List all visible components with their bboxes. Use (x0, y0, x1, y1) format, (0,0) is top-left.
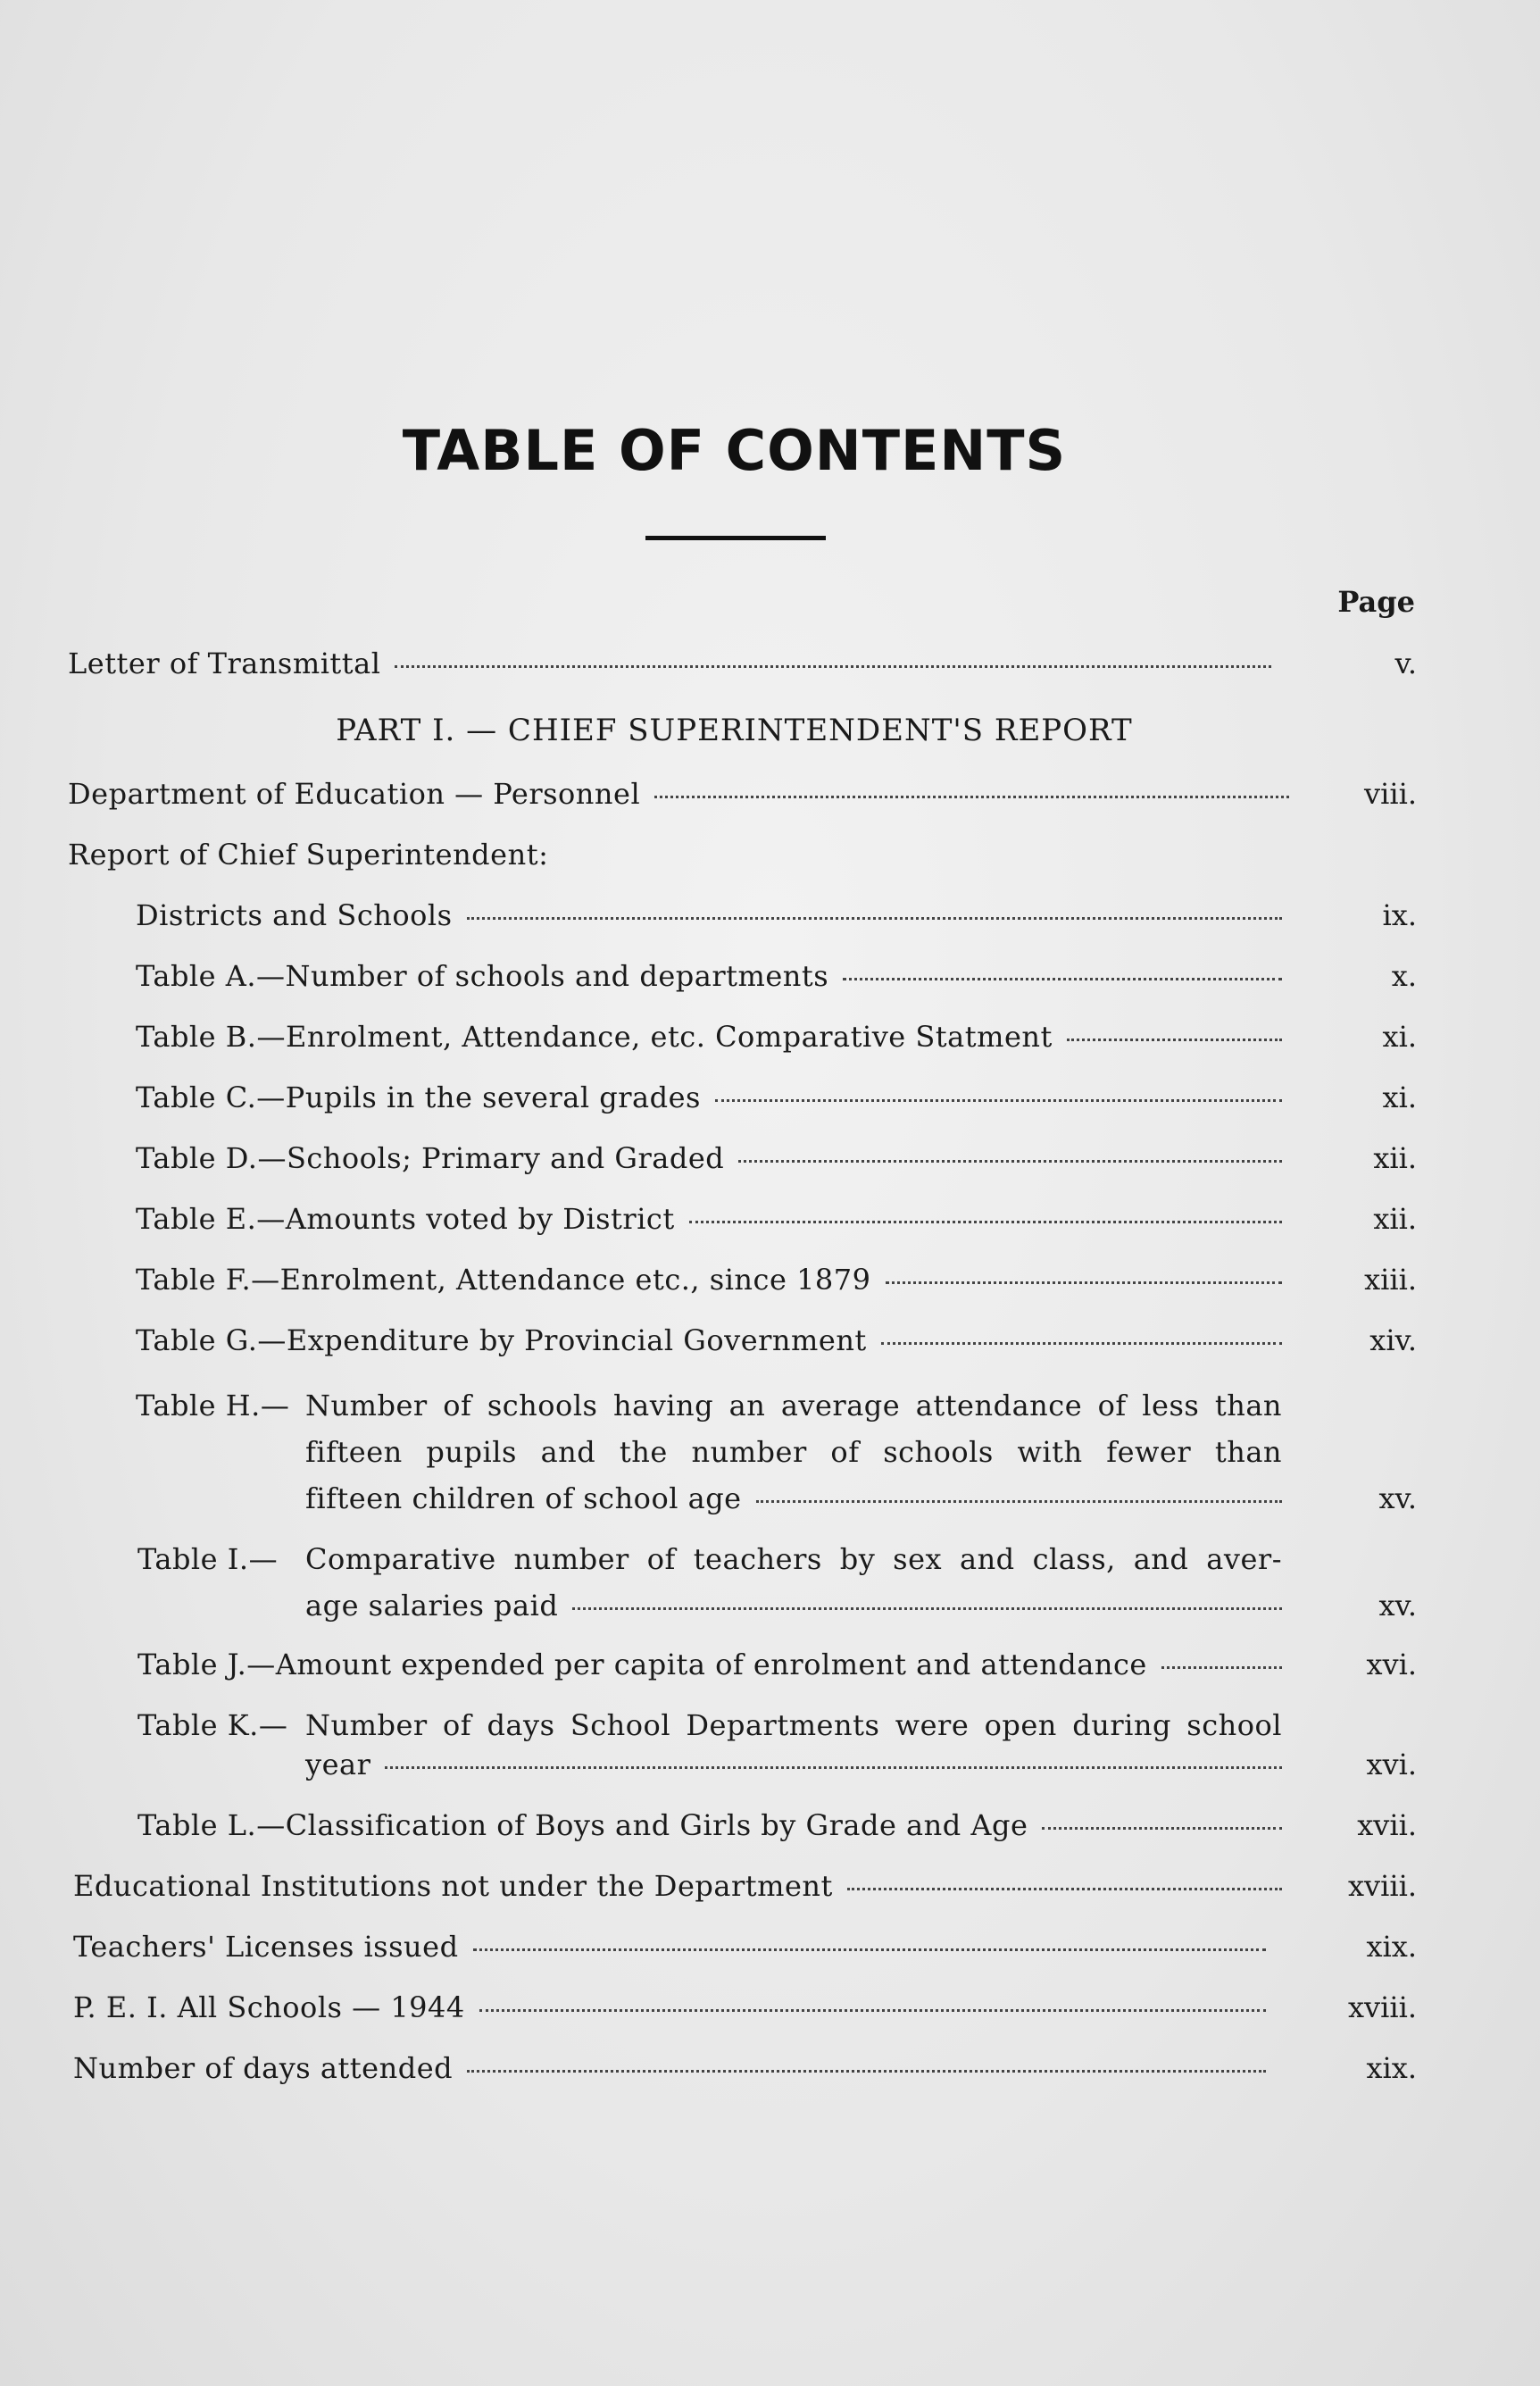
toc-entry-table-k-prefix: Table K.— (137, 1708, 288, 1742)
toc-entry-page: xv. (1378, 1481, 1417, 1515)
toc-entry-table-h-line2: fifteen pupils and the number of schools with fewer than (305, 1435, 1282, 1469)
toc-entry-table-a (136, 954, 1294, 998)
toc-entry-page: xvi. (1366, 1648, 1417, 1681)
toc-entry-letter-of-transmittal (68, 641, 1284, 686)
toc-entry-page: xi. (1382, 1020, 1417, 1054)
dot-leader (715, 1099, 1282, 1102)
toc-entry-table-i-line2 (305, 1583, 1294, 1628)
toc-entry-page: xviii. (1348, 1869, 1417, 1903)
toc-entry-label: Table L.—Classification of Boys and Girls by Grade and Age (137, 1808, 1028, 1842)
dot-leader (473, 1948, 1266, 1951)
toc-entry-label: P. E. I. All Schools — 1944 (73, 1990, 465, 2024)
toc-entry-label: Department of Education — Personnel (68, 777, 641, 811)
toc-entry-days-attended (73, 2046, 1278, 2090)
toc-entry-page: xiv. (1369, 1323, 1417, 1357)
toc-entry-table-i-prefix: Table I.— (137, 1542, 279, 1576)
dot-leader (847, 1888, 1282, 1890)
toc-entry-teachers-licenses (73, 1924, 1278, 1969)
dot-leader (1042, 1827, 1282, 1830)
toc-entry-table-k-line1: Number of days School Departments were open during school (305, 1708, 1282, 1742)
dot-leader (886, 1281, 1283, 1284)
dot-leader (467, 2070, 1266, 2073)
toc-entry-label: Table D.—Schools; Primary and Graded (136, 1141, 725, 1175)
toc-entry-pei-all-schools (73, 1985, 1278, 2030)
toc-entry-table-g (136, 1318, 1294, 1363)
toc-entry-table-e (136, 1197, 1294, 1241)
toc-entry-table-j (137, 1642, 1294, 1687)
toc-entry-label: Table E.—Amounts voted by District (136, 1202, 675, 1236)
toc-entry-label: Teachers' Licenses issued (73, 1930, 459, 1964)
dot-leader (479, 2009, 1266, 2012)
title-underline (645, 536, 826, 540)
toc-entry-table-d (136, 1136, 1294, 1180)
toc-entry-table-c (136, 1075, 1294, 1120)
toc-entry-page: xvii. (1357, 1808, 1417, 1842)
toc-entry-label: Table B.—Enrolment, Attendance, etc. Comparative Statment (136, 1020, 1053, 1054)
toc-entry-page: xvi. (1366, 1748, 1417, 1781)
toc-entry-label: year (305, 1748, 371, 1781)
toc-entry-table-k-line2 (305, 1742, 1294, 1787)
toc-entry-label: age salaries paid (305, 1589, 559, 1623)
toc-entry-label: Letter of Transmittal (68, 647, 381, 680)
toc-entry-page: xviii. (1348, 1990, 1417, 2024)
toc-entry-educational-institutions (73, 1864, 1294, 1908)
dot-leader (689, 1221, 1282, 1223)
toc-entry-page: viii. (1364, 777, 1417, 811)
toc-entry-label: Table A.—Number of schools and departments (136, 959, 829, 993)
toc-entry-label: Districts and Schools (136, 898, 453, 932)
toc-entry-table-h-prefix: Table H.— (136, 1389, 290, 1422)
toc-entry-page: xix. (1366, 1930, 1417, 1964)
toc-entry-table-i-line1: Comparative number of teachers by sex and class, and aver- (305, 1542, 1282, 1576)
toc-entry-department-personnel (68, 772, 1302, 816)
toc-entry-table-b (136, 1014, 1294, 1059)
toc-entry-page: x. (1391, 959, 1417, 993)
toc-entry-page: xii. (1373, 1202, 1417, 1236)
toc-entry-page: xi. (1382, 1080, 1417, 1114)
toc-entry-label: Table F.—Enrolment, Attendance etc., since 1879 (136, 1263, 871, 1297)
toc-entry-table-h-line1: Number of schools having an average attendance of less than (305, 1389, 1282, 1422)
dot-leader (572, 1607, 1282, 1610)
dot-leader (467, 917, 1282, 920)
page-title: TABLE OF CONTENTS (402, 418, 1067, 483)
dot-leader (843, 978, 1282, 980)
dot-leader (1161, 1666, 1282, 1669)
toc-entry-page: v. (1394, 647, 1417, 680)
toc-entry-page: xv. (1378, 1589, 1417, 1623)
toc-entry-label: Table J.—Amount expended per capita of enrolment and attendance (137, 1648, 1147, 1681)
page-column-header: Page (1337, 585, 1415, 619)
toc-entry-page: xix. (1366, 2051, 1417, 2085)
toc-entry-label: Educational Institutions not under the Department (73, 1869, 833, 1903)
toc-section-report-chief-superintendent: Report of Chief Superintendent: (68, 838, 549, 872)
toc-entry-table-l (137, 1803, 1294, 1848)
toc-entry-districts-schools (136, 893, 1294, 938)
dot-leader (738, 1160, 1282, 1163)
dot-leader (1067, 1039, 1282, 1041)
dot-leader (395, 665, 1271, 668)
toc-entry-label: fifteen children of school age (305, 1481, 742, 1515)
toc-entry-page: xii. (1373, 1141, 1417, 1175)
toc-entry-label: Table G.—Expenditure by Provincial Government (136, 1323, 867, 1357)
toc-entry-table-f (136, 1257, 1294, 1302)
toc-entry-page: xiii. (1364, 1263, 1417, 1297)
toc-entry-page: ix. (1382, 898, 1417, 932)
dot-leader (881, 1342, 1282, 1345)
part-heading: PART I. — CHIEF SUPERINTENDENT'S REPORT (336, 713, 1133, 748)
dot-leader (385, 1766, 1282, 1769)
toc-entry-label: Table C.—Pupils in the several grades (136, 1080, 701, 1114)
dot-leader (756, 1500, 1282, 1503)
toc-entry-table-h-line3 (305, 1476, 1294, 1521)
dot-leader (654, 796, 1289, 798)
toc-entry-label: Number of days attended (73, 2051, 454, 2085)
